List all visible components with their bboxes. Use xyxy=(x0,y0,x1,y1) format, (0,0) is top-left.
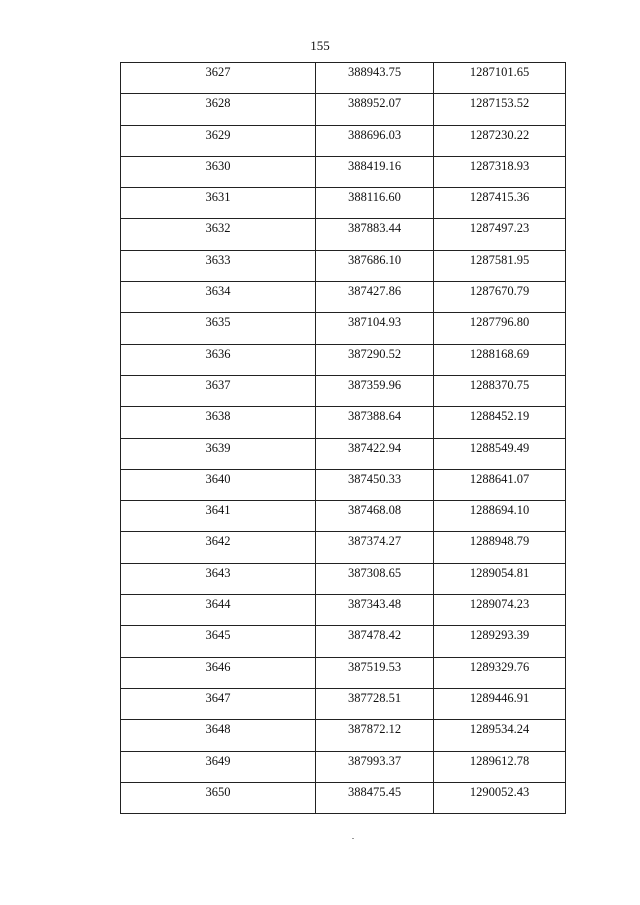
y-coordinate-cell: 1289534.24 xyxy=(434,720,566,751)
y-coordinate-cell: 1288549.49 xyxy=(434,439,566,470)
table-row xyxy=(121,595,566,626)
point-number-cell: 3647 xyxy=(121,689,316,720)
page-number: 155 xyxy=(310,38,330,53)
x-coordinate-cell: 387993.37 xyxy=(316,752,434,783)
y-coordinate-cell: 1288370.75 xyxy=(434,376,566,407)
y-coordinate-cell: 1288641.07 xyxy=(434,470,566,501)
table-row xyxy=(121,313,566,344)
point-number-cell: 3643 xyxy=(121,564,316,595)
y-coordinate-cell: 1287415.36 xyxy=(434,188,566,219)
table-row xyxy=(121,282,566,313)
table-row xyxy=(121,564,566,595)
y-coordinate-cell: 1288948.79 xyxy=(434,532,566,563)
y-coordinate-cell: 1288452.19 xyxy=(434,407,566,438)
x-coordinate-cell: 388943.75 xyxy=(316,63,434,94)
y-coordinate-cell: 1288168.69 xyxy=(434,345,566,376)
point-number-cell: 3627 xyxy=(121,63,316,94)
point-number-cell: 3637 xyxy=(121,376,316,407)
point-number-cell: 3633 xyxy=(121,251,316,282)
table-row xyxy=(121,407,566,438)
point-number-cell: 3635 xyxy=(121,313,316,344)
table-row xyxy=(121,126,566,157)
coordinates-table xyxy=(120,62,566,814)
point-number-cell: 3644 xyxy=(121,595,316,626)
table-row xyxy=(121,532,566,563)
x-coordinate-cell: 387422.94 xyxy=(316,439,434,470)
y-coordinate-cell: 1288694.10 xyxy=(434,501,566,532)
table-row xyxy=(121,251,566,282)
x-coordinate-cell: 387883.44 xyxy=(316,219,434,250)
x-coordinate-cell: 387478.42 xyxy=(316,626,434,657)
table-row xyxy=(121,720,566,751)
x-coordinate-cell: 387728.51 xyxy=(316,689,434,720)
point-number-cell: 3632 xyxy=(121,219,316,250)
y-coordinate-cell: 1289054.81 xyxy=(434,564,566,595)
y-coordinate-cell: 1290052.43 xyxy=(434,783,566,814)
y-coordinate-cell: 1287230.22 xyxy=(434,126,566,157)
x-coordinate-cell: 388419.16 xyxy=(316,157,434,188)
x-coordinate-cell: 387427.86 xyxy=(316,282,434,313)
x-coordinate-cell: 387872.12 xyxy=(316,720,434,751)
x-coordinate-cell: 387374.27 xyxy=(316,532,434,563)
point-number-cell: 3642 xyxy=(121,532,316,563)
y-coordinate-cell: 1287581.95 xyxy=(434,251,566,282)
point-number-cell: 3641 xyxy=(121,501,316,532)
x-coordinate-cell: 387290.52 xyxy=(316,345,434,376)
y-coordinate-cell: 1289329.76 xyxy=(434,658,566,689)
y-coordinate-cell: 1287153.52 xyxy=(434,94,566,125)
table-row xyxy=(121,219,566,250)
point-number-cell: 3646 xyxy=(121,658,316,689)
x-coordinate-cell: 387468.08 xyxy=(316,501,434,532)
y-coordinate-cell: 1289293.39 xyxy=(434,626,566,657)
x-coordinate-cell: 387104.93 xyxy=(316,313,434,344)
point-number-cell: 3640 xyxy=(121,470,316,501)
table-row xyxy=(121,626,566,657)
y-coordinate-cell: 1287796.80 xyxy=(434,313,566,344)
table-row xyxy=(121,783,566,814)
point-number-cell: 3649 xyxy=(121,752,316,783)
x-coordinate-cell: 388116.60 xyxy=(316,188,434,219)
table-row xyxy=(121,63,566,94)
x-coordinate-cell: 387450.33 xyxy=(316,470,434,501)
table-row xyxy=(121,345,566,376)
table-row xyxy=(121,157,566,188)
y-coordinate-cell: 1287101.65 xyxy=(434,63,566,94)
point-number-cell: 3638 xyxy=(121,407,316,438)
x-coordinate-cell: 387519.53 xyxy=(316,658,434,689)
table-row xyxy=(121,689,566,720)
point-number-cell: 3628 xyxy=(121,94,316,125)
y-coordinate-cell: 1287670.79 xyxy=(434,282,566,313)
point-number-cell: 3636 xyxy=(121,345,316,376)
table-row xyxy=(121,376,566,407)
point-number-cell: 3648 xyxy=(121,720,316,751)
table-row xyxy=(121,658,566,689)
y-coordinate-cell: 1289446.91 xyxy=(434,689,566,720)
table-row xyxy=(121,752,566,783)
table-row xyxy=(121,439,566,470)
x-coordinate-cell: 387359.96 xyxy=(316,376,434,407)
y-coordinate-cell: 1287318.93 xyxy=(434,157,566,188)
y-coordinate-cell: 1289074.23 xyxy=(434,595,566,626)
scan-speck xyxy=(352,838,354,839)
point-number-cell: 3645 xyxy=(121,626,316,657)
point-number-cell: 3631 xyxy=(121,188,316,219)
x-coordinate-cell: 388952.07 xyxy=(316,94,434,125)
x-coordinate-cell: 388696.03 xyxy=(316,126,434,157)
point-number-cell: 3630 xyxy=(121,157,316,188)
x-coordinate-cell: 387388.64 xyxy=(316,407,434,438)
table-row xyxy=(121,188,566,219)
x-coordinate-cell: 388475.45 xyxy=(316,783,434,814)
point-number-cell: 3650 xyxy=(121,783,316,814)
table-row xyxy=(121,501,566,532)
table-row xyxy=(121,470,566,501)
y-coordinate-cell: 1287497.23 xyxy=(434,219,566,250)
y-coordinate-cell: 1289612.78 xyxy=(434,752,566,783)
point-number-cell: 3639 xyxy=(121,439,316,470)
x-coordinate-cell: 387686.10 xyxy=(316,251,434,282)
point-number-cell: 3629 xyxy=(121,126,316,157)
table-row xyxy=(121,94,566,125)
point-number-cell: 3634 xyxy=(121,282,316,313)
x-coordinate-cell: 387343.48 xyxy=(316,595,434,626)
x-coordinate-cell: 387308.65 xyxy=(316,564,434,595)
